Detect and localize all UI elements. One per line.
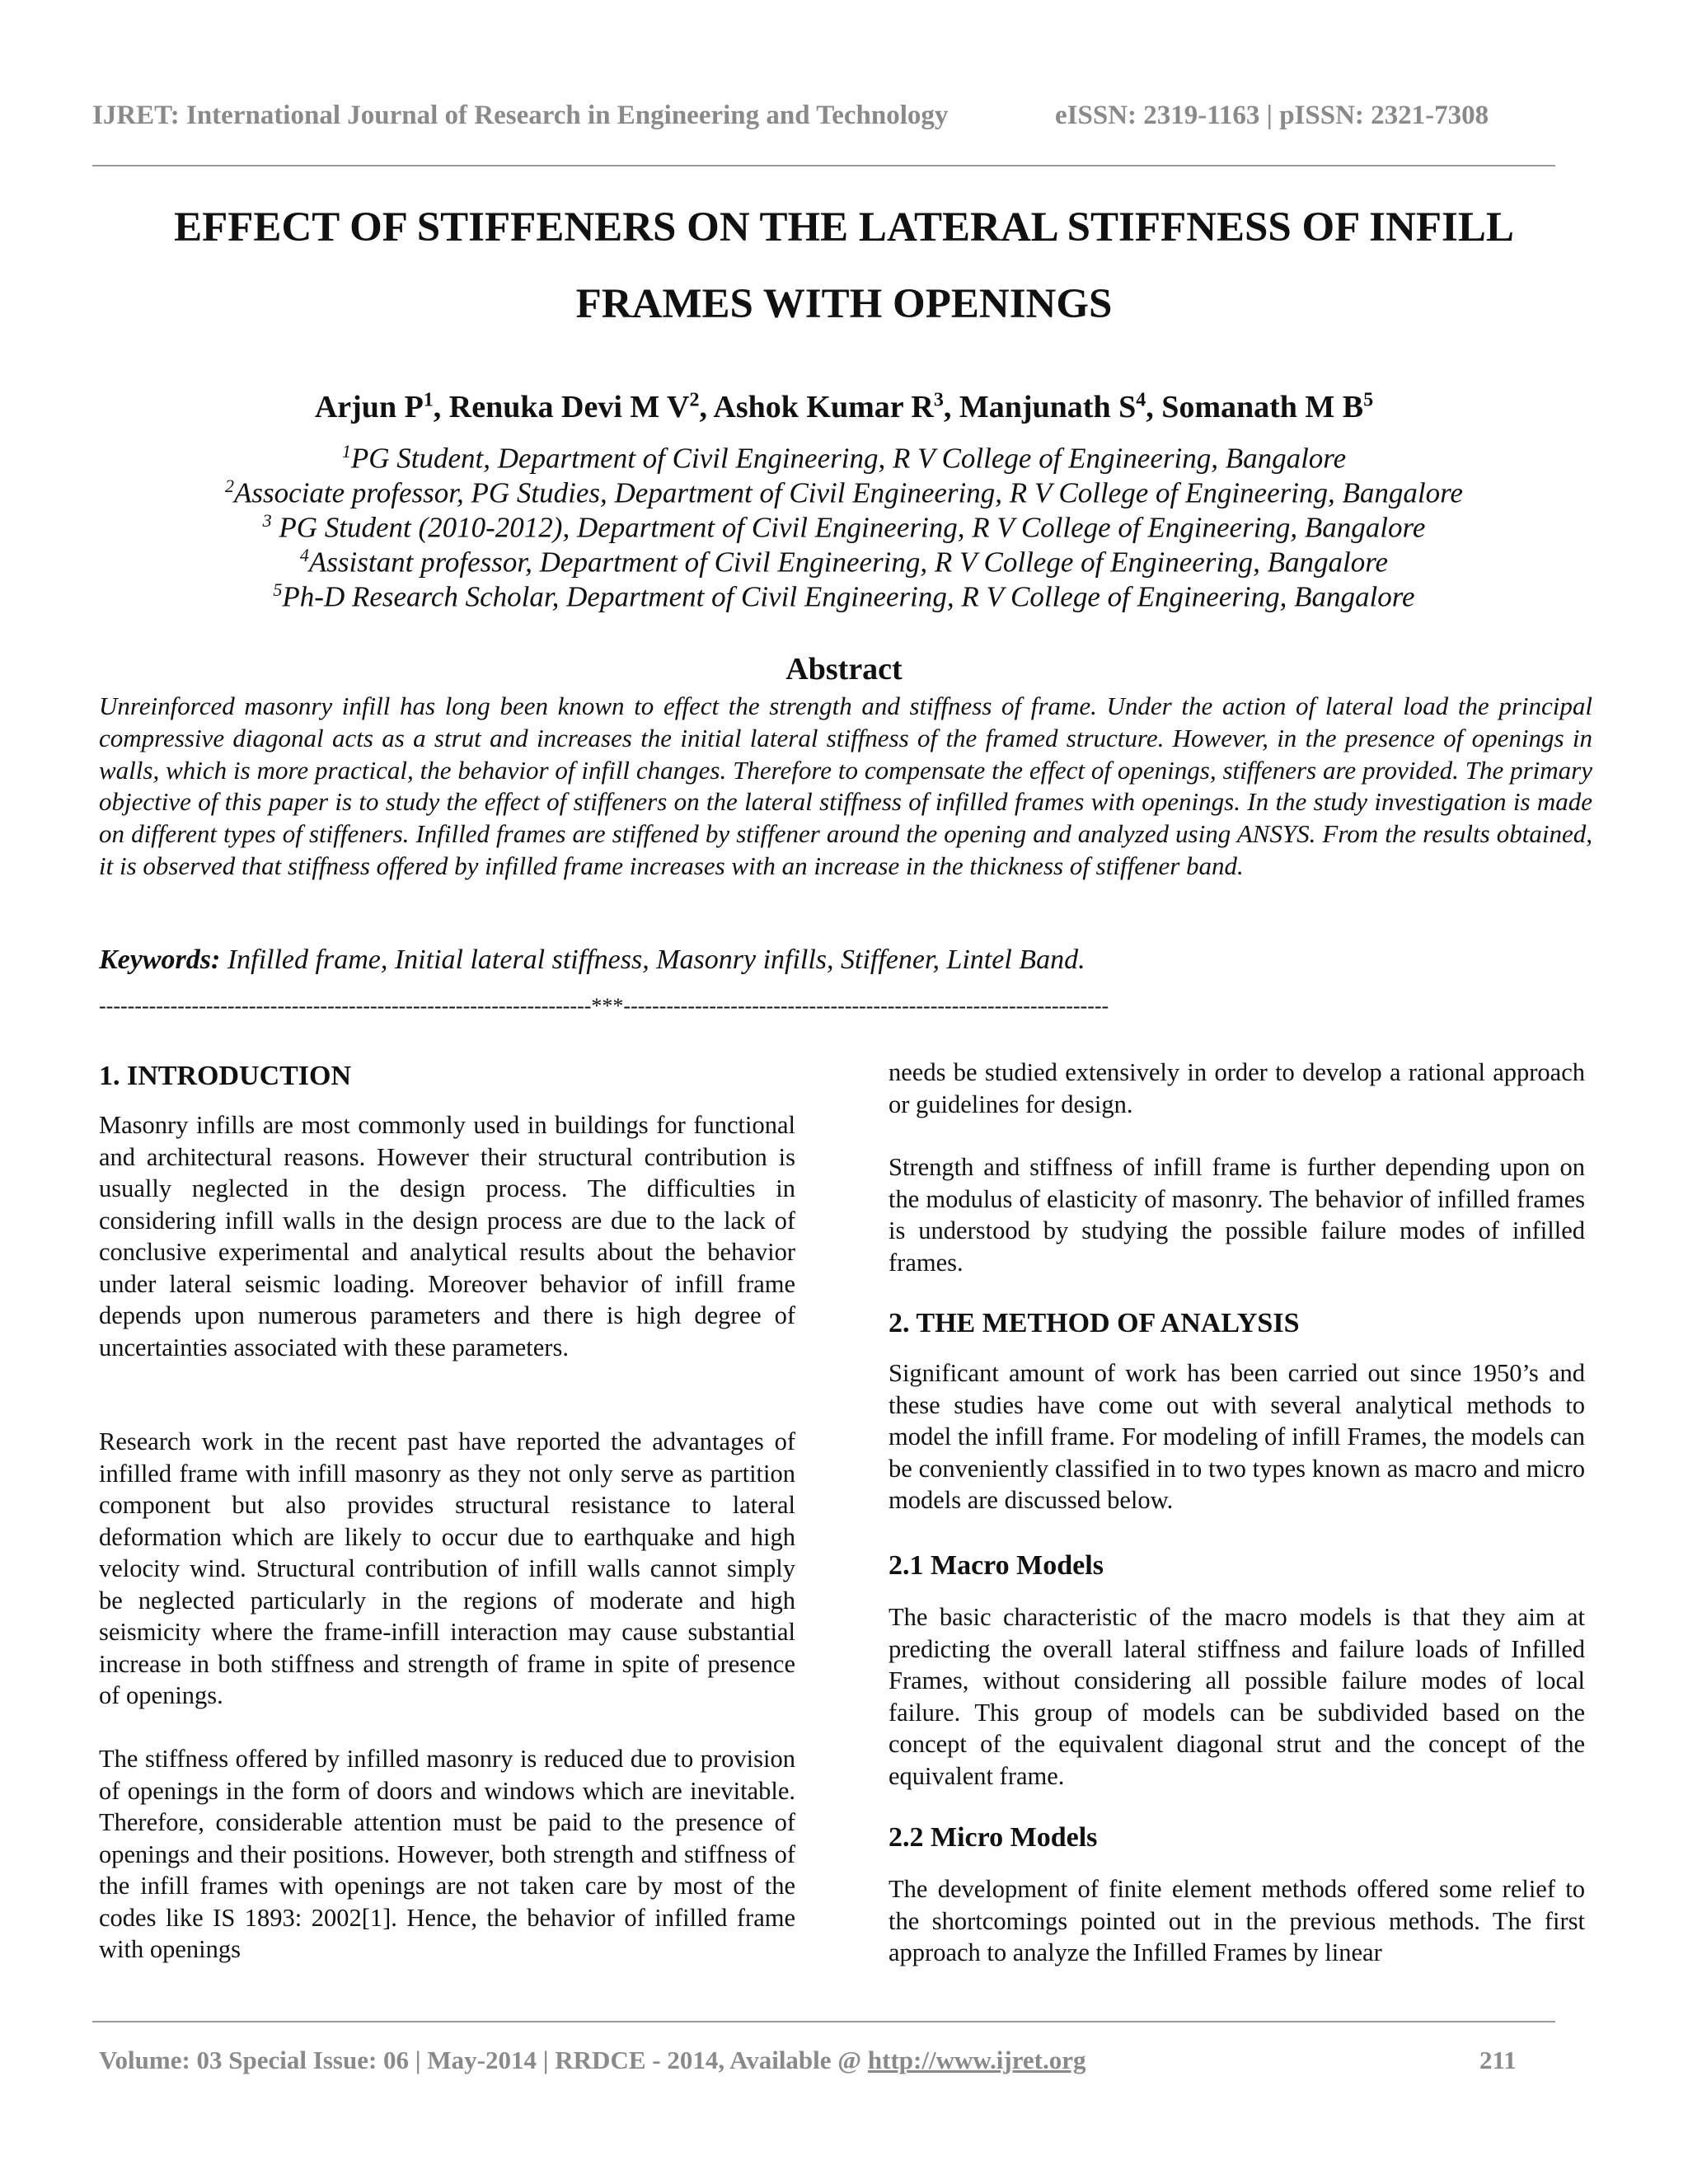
author-separator: ,	[943, 390, 959, 424]
author-name: Ashok Kumar R	[713, 390, 934, 424]
affiliation-1	[92, 441, 1596, 476]
paragraph-text: Strength and stiffness of infill frame is further depending upon on the modulus of elasticity of masonry. The behavior of infilled frames is understood by studying the possible failure modes of infilled frames.	[889, 1153, 1585, 1277]
section-heading-introduction: 1. INTRODUCTION	[99, 1061, 352, 1091]
paragraph-text: The basic characteristic of the macro models is that they aim at predicting the overall lateral stiffness and failure loads of Infilled Frames, without considering all possible failure modes of local failure. This group of models can be subdivided based on the concept of the equivalent diagonal strut and the concept of the equivalent frame.	[889, 1603, 1585, 1790]
footer-text: Volume: 03 Special Issue: 06 | May-2014 | RRDCE - 2014, Available @	[99, 2046, 868, 2074]
author-affiliation-mark: 3	[933, 389, 944, 411]
author-name: Renuka Devi M V	[448, 390, 690, 424]
abstract-body: Unreinforced masonry infill has long been known to effect the strength and stiffness of frame. Under the action of lateral load the principal compressive diagonal acts as a strut and increases the initial lateral stiffness of the framed structure. However, in the presence of openings in walls, which is more practical, the behavior of infill changes. Therefore to compensate the effect of openings, stiffeners are provided. The primary objective of this paper is to study the effect of stiffeners on the lateral stiffness of infilled frames with openings. In the study investigation is made on different types of stiffeners. Infilled frames are stiffened by stiffener around the opening and analyzed using ANSYS. From the results obtained, it is observed that stiffness offered by infilled frame increases with an increase in the thickness of stiffener band.	[99, 691, 1592, 880]
right-paragraph-4	[889, 1601, 1585, 1792]
author-name: Somanath M B	[1161, 390, 1364, 424]
author-affiliation-mark: 1	[423, 389, 434, 411]
affiliation-mark: 5	[273, 579, 283, 600]
section-heading-macro-models: 2.1 Macro Models	[889, 1550, 1104, 1581]
intro-paragraph-2	[99, 1426, 795, 1712]
abstract-heading: Abstract	[785, 652, 903, 687]
paragraph-text: Research work in the recent past have reported the advantages of infilled frame with infill masonry as they not only serve as partition component but also provides structural resistance to lateral deformation which are likely to occur due to earthquake and high velocity wind. Structural contribution of infill walls cannot simply be neglected particularly in the regions of moderate and high seismicity where the frame-infill interaction may cause substantial increase in both stiffness and strength of frame in spite of presence of openings.	[99, 1427, 795, 1709]
author-affiliation-mark: 4	[1136, 389, 1146, 411]
author-separator: ,	[433, 390, 449, 424]
right-paragraph-5	[889, 1873, 1585, 1969]
paragraph-text: Masonry infills are most commonly used in buildings for functional and architectural reasons. However their structural contribution is usually neglected in the design process. The difficulties in considering infill walls in the design process are due to the lack of conclusive experimental and analytical results about the behavior under lateral seismic loading. Moreover behavior of infill frame depends upon numerous parameters and there is high degree of uncertainties associated with these parameters.	[99, 1111, 795, 1361]
page-number: 211	[1479, 2046, 1517, 2074]
affiliation-3	[92, 510, 1596, 545]
footer-info	[99, 2046, 1086, 2075]
affiliation-text: Ph-D Research Scholar, Department of Civil Engineering, R V College of Engineering, Bangalore	[282, 580, 1415, 613]
affiliation-text: Associate professor, PG Studies, Department of Civil Engineering, R V College of Engineering, Bangalore	[234, 476, 1463, 509]
affiliation-text: Assistant professor, Department of Civil Engineering, R V College of Engineering, Bangalore	[308, 546, 1389, 579]
affiliation-mark: 1	[341, 441, 351, 462]
right-paragraph-2	[889, 1151, 1585, 1278]
affiliation-5	[92, 579, 1596, 614]
keywords-label: Keywords:	[99, 944, 221, 975]
affiliation-mark: 4	[299, 545, 309, 565]
paper-title-line-2: FRAMES WITH OPENINGS	[575, 281, 1113, 327]
issn-header: eISSN: 2319-1163 | pISSN: 2321-7308	[1055, 101, 1489, 130]
affiliation-mark: 3	[262, 510, 272, 531]
paragraph-text: needs be studied extensively in order to develop a rational approach or guidelines for design.	[889, 1058, 1585, 1118]
affiliation-mark: 2	[225, 476, 235, 496]
right-paragraph-1	[889, 1057, 1585, 1120]
affiliation-2	[92, 476, 1596, 510]
author-affiliation-mark: 5	[1363, 389, 1374, 411]
right-paragraph-3	[889, 1357, 1585, 1516]
header-rule	[92, 165, 1555, 166]
intro-paragraph-3	[99, 1743, 795, 1966]
affiliation-4	[92, 545, 1596, 579]
journal-header: IJRET: International Journal of Research in Engineering and Technology	[92, 101, 949, 130]
footer-rule	[92, 2021, 1555, 2022]
author-affiliation-mark: 2	[689, 389, 700, 411]
keywords	[99, 944, 1085, 976]
affiliation-text: PG Student, Department of Civil Engineering, R V College of Engineering, Bangalore	[350, 442, 1347, 475]
journal-link[interactable]: http://www.ijret.org	[867, 2046, 1086, 2074]
author-separator: ,	[699, 390, 714, 424]
paragraph-text: The development of finite element methods offered some relief to the shortcomings pointed out in the previous methods. The first approach to analyze the Infilled Frames by linear	[889, 1875, 1585, 1966]
author-name: Arjun P	[314, 390, 424, 424]
intro-paragraph-1	[99, 1109, 795, 1363]
section-heading-method: 2. THE METHOD OF ANALYSIS	[889, 1308, 1300, 1338]
author-list	[92, 389, 1596, 425]
paragraph-text: The stiffness offered by infilled masonry is reduced due to provision of openings in the form of doors and windows which are inevitable. Therefore, considerable attention must be paid to the presence of openings and their positions. However, both strength and stiffness of the infill frames with openings are not taken care by most of the codes like IS 1893: 2002[1]. Hence, the behavior of infilled frame with openings	[99, 1745, 795, 1963]
section-separator: ---------------------------------------------------------------------***--------------------------------------------------------------------	[99, 994, 1109, 1018]
affiliation-text: PG Student (2010-2012), Department of Civil Engineering, R V College of Engineering, Bangalore	[271, 511, 1426, 544]
keywords-text: Infilled frame, Initial lateral stiffness, Masonry infills, Stiffener, Lintel Band.	[220, 944, 1085, 975]
author-separator: ,	[1146, 390, 1162, 424]
paper-title-line-1: EFFECT OF STIFFENERS ON THE LATERAL STIFFNESS OF INFILL	[174, 204, 1514, 251]
author-name: Manjunath S	[959, 390, 1137, 424]
section-heading-micro-models: 2.2 Micro Models	[889, 1822, 1098, 1853]
paragraph-text: Significant amount of work has been carried out since 1950’s and these studies have come out with several analytical methods to model the infill frame. For modeling of infill Frames, the models can be conveniently classified in to two types known as macro and micro models are discussed below.	[889, 1359, 1585, 1514]
